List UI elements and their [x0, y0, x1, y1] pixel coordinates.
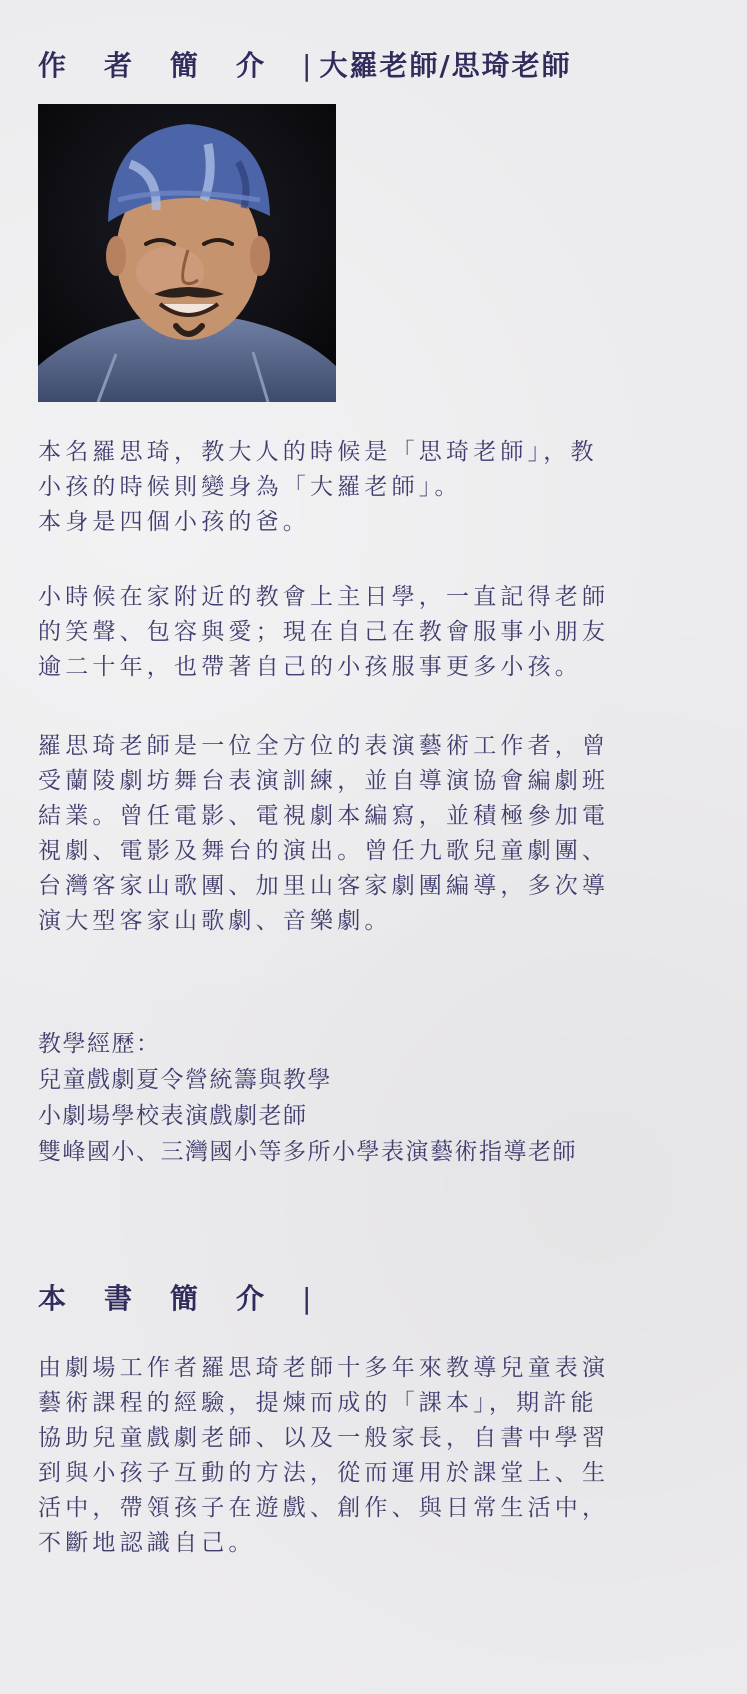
book-heading: 本書簡介: [38, 1282, 303, 1315]
book-line: 藝術課程的經驗，提煉而成的「課本」，期許能: [38, 1390, 598, 1416]
author-photo: [38, 104, 336, 402]
bio-line: 小時候在家附近的教會上主日學，一直記得老師: [38, 584, 610, 610]
bio-line: 本身是四個小孩的爸。: [38, 509, 310, 535]
book-line: 不斷地認識自己。: [38, 1530, 256, 1556]
book-line: 活中，帶領孩子在遊戲、創作、與日常生活中，: [38, 1495, 610, 1521]
bio-line: 的笑聲、包容與愛；現在自己在教會服事小朋友: [38, 619, 610, 645]
book-section-title: [38, 1277, 319, 1317]
bio-paragraph-2: [38, 580, 710, 685]
author-section-title: [38, 44, 572, 84]
bio-line: 小孩的時候則變身為「大羅老師」。: [38, 474, 462, 500]
title-divider: |: [302, 1282, 312, 1315]
bio-line: 視劇、電影及舞台的演出。曾任九歌兒童劇團、: [38, 838, 610, 864]
bio-line: 羅思琦老師是一位全方位的表演藝術工作者，曾: [38, 733, 610, 759]
book-line: 協助兒童戲劇老師、以及一般家長，自書中學習: [38, 1425, 610, 1451]
author-heading: 作者簡介: [38, 49, 303, 82]
experience-item: 雙峰國小、三灣國小等多所小學表演藝術指導老師: [38, 1139, 577, 1165]
experience-item: 小劇場學校表演戲劇老師: [38, 1103, 308, 1129]
portrait-illustration: [38, 104, 336, 402]
book-line: 由劇場工作者羅思琦老師十多年來教導兒童表演: [38, 1355, 610, 1381]
bio-line: 結業。曾任電影、電視劇本編寫，並積極參加電: [38, 803, 610, 829]
teaching-experience: [38, 1026, 710, 1170]
book-intro-paragraph: [38, 1351, 710, 1561]
experience-item: 兒童戲劇夏令營統籌與教學: [38, 1067, 332, 1093]
title-divider: |: [302, 49, 312, 82]
book-line: 到與小孩子互動的方法，從而運用於課堂上、生: [38, 1460, 610, 1486]
bio-line: 本名羅思琦，教大人的時候是「思琦老師」，教: [38, 439, 598, 465]
bio-paragraph-3: [38, 729, 710, 939]
author-names: 大羅老師/思琦老師: [319, 49, 572, 82]
bio-line: 台灣客家山歌團、加里山客家劇團編導，多次導: [38, 873, 610, 899]
bio-paragraph-1: [38, 435, 710, 540]
bio-line: 逾二十年，也帶著自己的小孩服事更多小孩。: [38, 654, 582, 680]
bio-line: 演大型客家山歌劇、音樂劇。: [38, 908, 392, 934]
experience-heading: 教學經歷：: [38, 1031, 161, 1057]
bio-line: 受蘭陵劇坊舞台表演訓練，並自導演協會編劇班: [38, 768, 610, 794]
